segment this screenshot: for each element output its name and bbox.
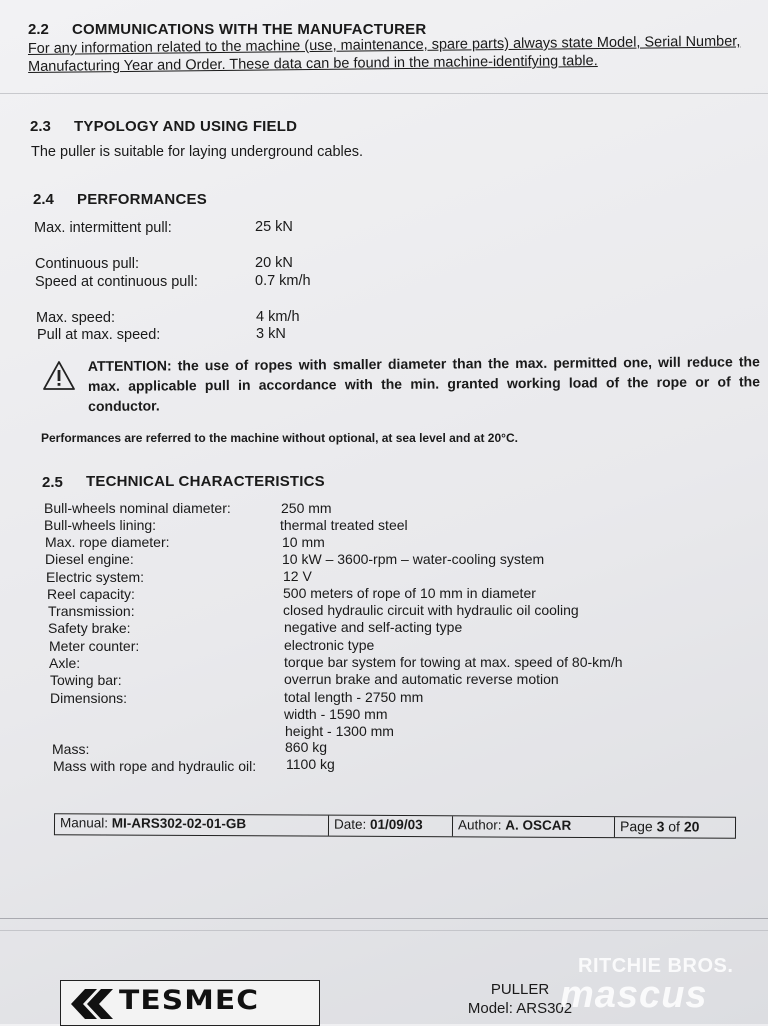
attention-text: ATTENTION: the use of ropes with smaller diameter than the max. permitted one, will reduce the max. applicable pull in accordance with the min. granted working load of the rope or of the conductor. xyxy=(87,353,761,414)
tesmec-logo xyxy=(60,980,320,1026)
footer-date-cell xyxy=(329,816,453,837)
section-2-2-text: For any information related to the machine (use, maintenance, spare parts) always state Model, Serial Number, Manufacturing Year and Order. These data can be found in the machine-identifying table. xyxy=(27,33,741,75)
tech-value: negative and self-acting type xyxy=(284,619,463,635)
footer-author-value: A. OSCAR xyxy=(505,817,572,833)
tech-label: Bull-wheels nominal diameter: xyxy=(44,500,231,516)
tech-label: Bull-wheels lining: xyxy=(44,517,157,533)
perf-label: Speed at continuous pull: xyxy=(35,274,198,290)
page-edge-line xyxy=(0,918,768,919)
tech-value: 250 mm xyxy=(281,500,332,516)
tech-label: Diesel engine: xyxy=(45,551,134,567)
footer-author-cell xyxy=(453,816,615,837)
tech-value: torque bar system for towing at max. speed of 80-km/h xyxy=(284,654,623,670)
product-name: PULLER xyxy=(490,981,550,998)
footer-page-total: 20 xyxy=(683,818,700,835)
tech-value: 10 kW – 3600-rpm – water-cooling system xyxy=(282,551,545,567)
section-2-5-number: 2.5 xyxy=(42,474,63,491)
footer-manual-value: MI-ARS302-02-01-GB xyxy=(111,815,247,832)
warning-triangle-icon xyxy=(42,360,76,392)
mascus-watermark: mascus xyxy=(560,974,708,1016)
tech-label: Mass with rope and hydraulic oil: xyxy=(53,758,257,774)
tech-value: width - 1590 mm xyxy=(284,706,388,722)
footer-page-label: Page xyxy=(619,818,653,835)
section-2-4-number: 2.4 xyxy=(33,191,54,208)
footer-manual-cell xyxy=(55,814,329,835)
tech-label: Transmission: xyxy=(48,603,135,619)
section-2-3-number: 2.3 xyxy=(30,118,51,135)
document-footer-table xyxy=(54,813,736,839)
tech-value: closed hydraulic circuit with hydraulic oil cooling xyxy=(283,602,579,618)
product-model: Model: ARS302 xyxy=(467,1000,573,1017)
tech-label: Mass: xyxy=(52,741,90,757)
section-2-4-title: PERFORMANCES xyxy=(77,191,207,208)
tech-value: 12 V xyxy=(283,568,312,584)
tech-label: Meter counter: xyxy=(49,638,140,654)
tech-value: height - 1300 mm xyxy=(285,723,394,739)
section-2-3-title: TYPOLOGY AND USING FIELD xyxy=(74,118,298,135)
tech-value: total length - 2750 mm xyxy=(284,689,424,705)
section-2-5-title: TECHNICAL CHARACTERISTICS xyxy=(86,473,325,490)
perf-label: Max. speed: xyxy=(36,310,115,326)
tech-label: Dimensions: xyxy=(50,690,128,706)
footer-page-cell xyxy=(615,817,733,838)
footer-author-label: Author: xyxy=(457,817,502,833)
page-edge-line xyxy=(0,930,768,931)
perf-label: Max. intermittent pull: xyxy=(34,220,172,236)
performance-note: Performances are referred to the machine without optional, at sea level and at 20°C. xyxy=(41,431,518,445)
footer-manual-label: Manual: xyxy=(59,815,109,831)
tech-value: electronic type xyxy=(284,637,375,653)
tech-value: thermal treated steel xyxy=(280,517,408,533)
section-2-3-text: The puller is suitable for laying underground cables. xyxy=(31,144,364,160)
tech-label: Safety brake: xyxy=(48,620,131,636)
footer-page-current: 3 xyxy=(656,818,665,835)
footer-date-label: Date: xyxy=(333,816,367,832)
perf-value: 25 kN xyxy=(255,219,293,235)
tech-label: Max. rope diameter: xyxy=(45,534,170,550)
tech-characteristics-list xyxy=(44,500,734,780)
tech-value: 10 mm xyxy=(282,534,325,550)
tech-value: overrun brake and automatic reverse motion xyxy=(284,671,559,687)
ritchie-bros-watermark: RITCHIE BROS. xyxy=(578,955,734,977)
footer-page-of: of xyxy=(668,818,681,835)
tech-label: Electric system: xyxy=(46,569,145,585)
perf-label: Continuous pull: xyxy=(35,256,139,272)
divider xyxy=(0,93,768,94)
tech-value: 860 kg xyxy=(285,739,328,755)
tech-value: 1100 kg xyxy=(286,756,335,772)
logo-wordmark: TESMEC xyxy=(119,985,260,1016)
section-2-2-title: COMMUNICATIONS WITH THE MANUFACTURER xyxy=(72,21,427,38)
footer-date-value: 01/09/03 xyxy=(370,816,423,833)
tech-value: 500 meters of rope of 10 mm in diameter xyxy=(283,585,536,601)
tech-label: Reel capacity: xyxy=(47,586,135,602)
tech-label: Axle: xyxy=(49,655,81,671)
perf-value: 4 km/h xyxy=(256,309,300,325)
tesmec-emblem-icon xyxy=(71,989,115,1019)
perf-value: 0.7 km/h xyxy=(255,273,311,289)
perf-value: 20 kN xyxy=(255,255,293,271)
section-2-2-number: 2.2 xyxy=(28,21,49,38)
tech-label: Towing bar: xyxy=(50,672,122,688)
perf-value: 3 kN xyxy=(256,326,286,342)
perf-label: Pull at max. speed: xyxy=(37,327,161,343)
